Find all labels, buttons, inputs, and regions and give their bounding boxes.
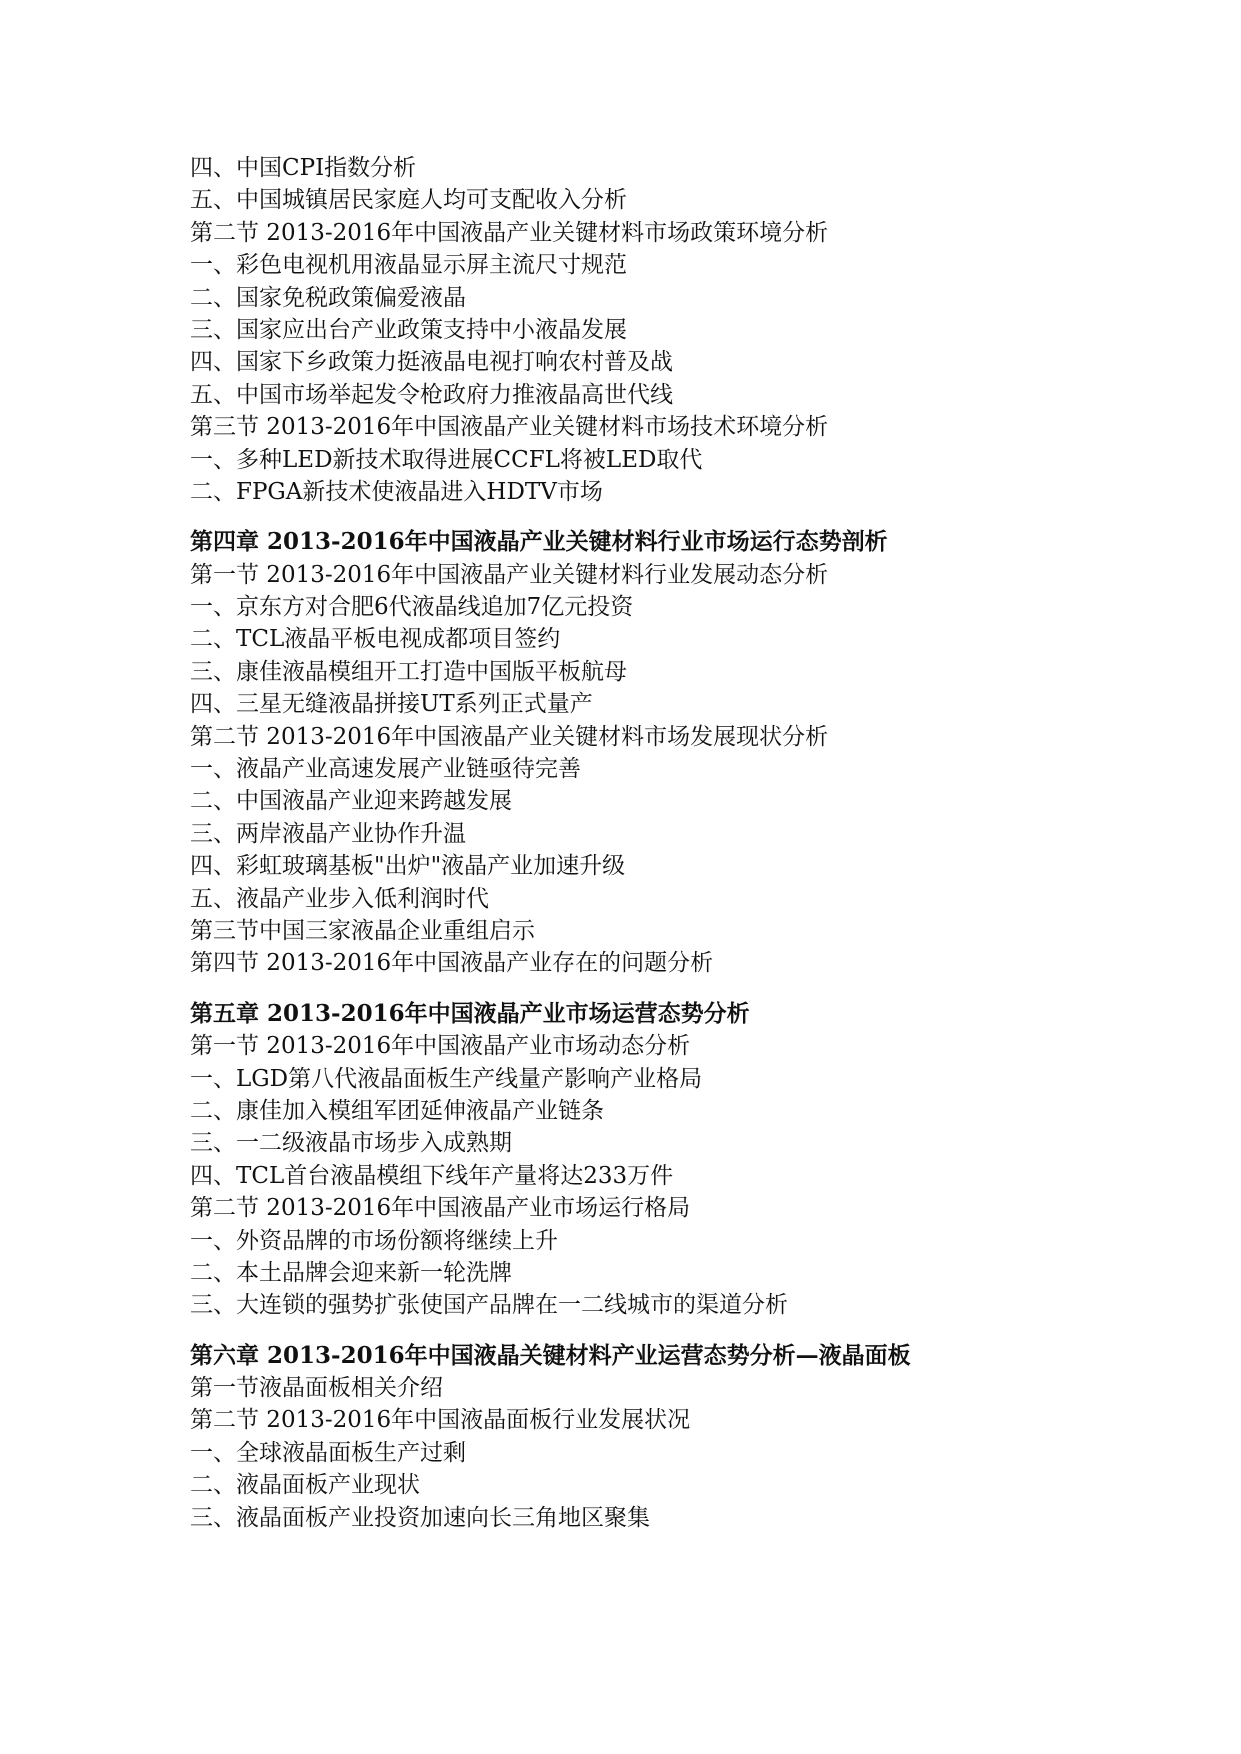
toc-entry: 一、多种LED新技术取得进展CCFL将被LED取代: [190, 446, 703, 473]
toc-entry: 二、TCL液晶平板电视成都项目签约: [190, 626, 561, 653]
toc-section: 第二节 2013-2016年中国液晶产业关键材料市场政策环境分析: [190, 219, 829, 246]
toc-block-chapter-6: [190, 1340, 1170, 1534]
toc-entry: 二、中国液晶产业迎来跨越发展: [190, 788, 512, 815]
toc-entry: 一、外资品牌的市场份额将继续上升: [190, 1227, 558, 1254]
toc-section: 第三节中国三家液晶企业重组启示: [190, 917, 535, 944]
toc-entry: 二、液晶面板产业现状: [190, 1472, 420, 1499]
block-spacer: [190, 980, 1170, 998]
toc-entry: 五、中国城镇居民家庭人均可支配收入分析: [190, 187, 627, 214]
block-spacer: [190, 508, 1170, 526]
toc-section: 第一节液晶面板相关介绍: [190, 1375, 443, 1402]
toc-section: 第二节 2013-2016年中国液晶产业市场运行格局: [190, 1195, 691, 1222]
chapter-heading: 第五章 2013-2016年中国液晶产业市场运营态势分析: [190, 999, 750, 1027]
toc-entry: 三、康佳液晶模组开工打造中国版平板航母: [190, 658, 627, 685]
toc-entry: 一、LGD第八代液晶面板生产线量产影响产业格局: [190, 1065, 703, 1092]
toc-entry: 二、FPGA新技术使液晶进入HDTV市场: [190, 478, 603, 505]
toc-entry: 一、彩色电视机用液晶显示屏主流尺寸规范: [190, 252, 627, 279]
toc-entry: 四、TCL首台液晶模组下线年产量将达233万件: [190, 1162, 674, 1189]
toc-entry: 三、一二级液晶市场步入成熟期: [190, 1130, 512, 1157]
toc-entry: 四、中国CPI指数分析: [190, 155, 417, 181]
toc-entry: 二、国家免税政策偏爱液晶: [190, 284, 466, 311]
toc-section: 第三节 2013-2016年中国液晶产业关键材料市场技术环境分析: [190, 414, 829, 441]
toc-entry: 三、液晶面板产业投资加速向长三角地区聚集: [190, 1504, 650, 1531]
toc-entry: 五、液晶产业步入低利润时代: [190, 885, 489, 912]
toc-entry: 三、两岸液晶产业协作升温: [190, 820, 466, 847]
toc-block-chapter-5: [190, 998, 1170, 1322]
toc-entry: 二、本土品牌会迎来新一轮洗牌: [190, 1259, 512, 1286]
toc-entry: 四、三星无缝液晶拼接UT系列正式量产: [190, 691, 593, 718]
toc-entry: 二、康佳加入模组军团延伸液晶产业链条: [190, 1097, 604, 1124]
toc-entry: 四、彩虹玻璃基板"出炉"液晶产业加速升级: [190, 853, 626, 880]
chapter-heading: 第四章 2013-2016年中国液晶产业关键材料行业市场运行态势剖析: [190, 528, 888, 556]
toc-entry: 一、液晶产业高速发展产业链亟待完善: [190, 756, 581, 783]
toc-section: 第一节 2013-2016年中国液晶产业市场动态分析: [190, 1033, 691, 1060]
toc-entry: 一、京东方对合肥6代液晶线追加7亿元投资: [190, 594, 634, 621]
block-spacer: [190, 1322, 1170, 1340]
toc-block-chapter-4: [190, 526, 1170, 979]
toc-entry: 五、中国市场举起发令枪政府力推液晶高世代线: [190, 381, 673, 408]
toc-section: 第二节 2013-2016年中国液晶面板行业发展状况: [190, 1407, 691, 1434]
toc-entry: 四、国家下乡政策力挺液晶电视打响农村普及战: [190, 349, 673, 376]
toc-section: 第四节 2013-2016年中国液晶产业存在的问题分析: [190, 950, 714, 977]
toc-section: 第二节 2013-2016年中国液晶产业关键材料市场发展现状分析: [190, 723, 829, 750]
toc-entry: 一、全球液晶面板生产过剩: [190, 1439, 466, 1466]
toc-entry: 三、大连锁的强势扩张使国产品牌在一二线城市的渠道分析: [190, 1292, 788, 1319]
chapter-heading: 第六章 2013-2016年中国液晶关键材料产业运营态势分析—液晶面板: [190, 1341, 911, 1369]
toc-block-continuation: [190, 152, 1170, 508]
table-of-contents: [190, 152, 1170, 1534]
toc-entry: 三、国家应出台产业政策支持中小液晶发展: [190, 316, 627, 343]
toc-section: 第一节 2013-2016年中国液晶产业关键材料行业发展动态分析: [190, 561, 829, 588]
